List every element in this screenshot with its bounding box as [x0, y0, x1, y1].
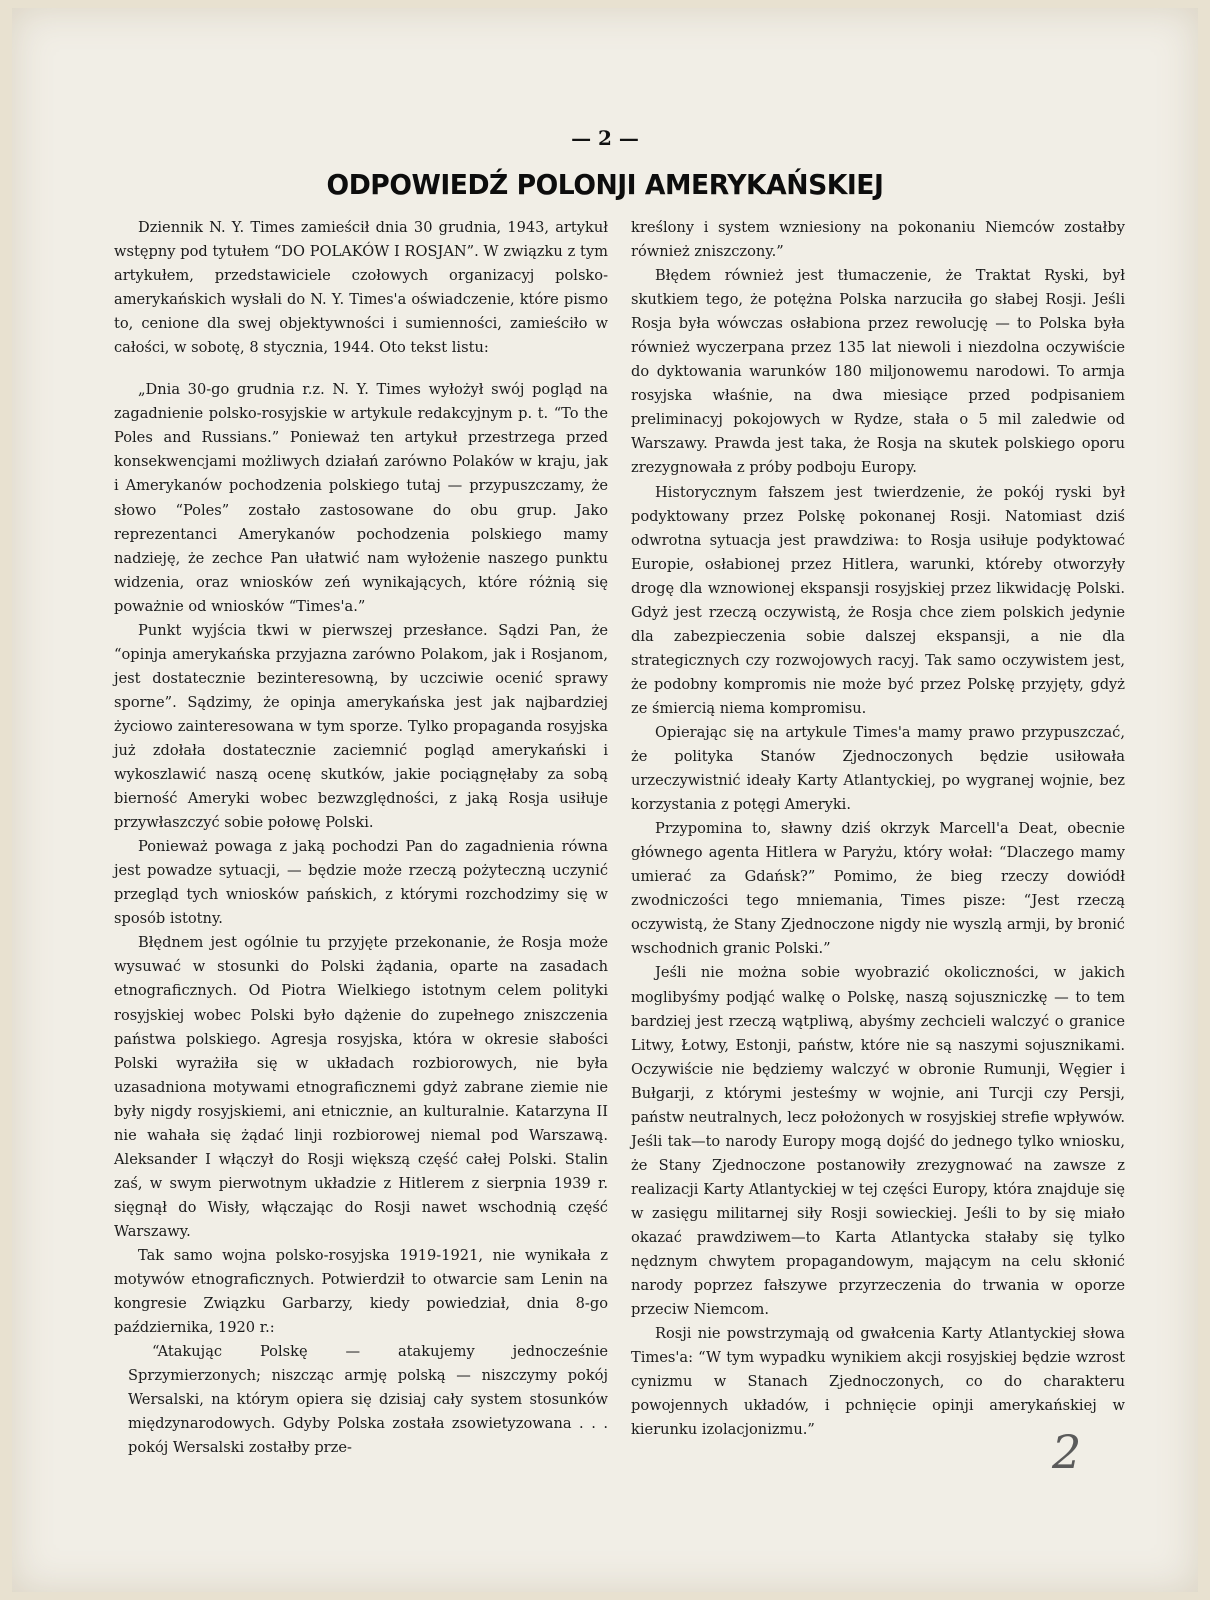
- right-column: [631, 216, 1125, 1442]
- page-number: — 2 —: [571, 126, 639, 150]
- article-title: ODPOWIEDŹ POLONJI AMERYKAŃSKIEJ: [326, 168, 884, 201]
- paragraph: Przypomina to, sławny dziś okrzyk Marcell'a Deat, obecnie głównego agenta Hitlera w Paryżu, który wołał: “Dlaczego mamy umierać za Gdańsk?” Pomimo, że bieg rzeczy dowiódł zwodniczości tego mniemania, Times pisze: “Jest rzeczą oczywistą, że Stany Zjednoczone nigdy nie wyszlą armji, by bronić wschodnich granic Polski.”: [631, 820, 1125, 958]
- paragraph: Dziennik N. Y. Times zamieścił dnia 30 grudnia, 1943, artykuł wstępny pod tytułem “DO POLAKÓW I ROSJAN”. W związku z tym artykułem, przedstawiciele czołowych organizacyj polsko-amerykańskich wysłali do N. Y. Times'a oświadczenie, które pismo to, cenione dla swej objektywności i sumienności, zamieściło w całości, w sobotę, 8 stycznia, 1944. Oto tekst listu:: [114, 219, 608, 357]
- quote-paragraph: “Atakując Polskę — atakujemy jednocześnie Sprzymierzonych; niszcząc armję polską — niszczymy pokój Wersalski, na którym opiera się dzisiaj cały system stosunków międzynarodowych. Gdyby Polska została zsowietyzowana . . . pokój Wersalski zostałby prze-: [128, 1343, 608, 1457]
- paragraph: Błędem również jest tłumaczenie, że Traktat Ryski, był skutkiem tego, że potężna Polska narzuciła go słabej Rosji. Jeśli Rosja była wówczas osłabiona przez rewolucję — to Polska była również wyczerpana przez 135 lat niewoli i niezdolna oczywiście do dyktowania warunków 180 miljonowemu narodowi. To armja rosyjska właśnie, na dwa miesiące przed podpisaniem preliminacyj pokojowych w Rydze, stała o 5 mil zaledwie od Warszawy. Prawda jest taka, że Rosja na skutek polskiego oporu zrezygnowała z próby podboju Europy.: [631, 267, 1125, 477]
- paragraph: Jeśli nie można sobie wyobrazić okoliczności, w jakich moglibyśmy podjąć walkę o Polskę, naszą sojuszniczkę — to tem bardziej jest rzeczą wątpliwą, abyśmy zechcieli walczyć o granice Litwy, Łotwy, Estonji, państw, które nie są naszymi sojusznikami. Oczywiście nie będziemy walczyć w obronie Rumunji, Węgier i Bułgarji, z którymi jesteśmy w wojnie, ani Turcji czy Persji, państw neutralnych, lecz położonych w rosyjskiej strefie wpływów. Jeśli tak—to narody Europy mogą dojść do jednego tylko wniosku, że Stany Zjednoczone postanowiły zrezygnować na zawsze z realizacji Karty Atlantyckiej w tej części Europy, która znajduje się w zasięgu militarnej siły Rosji sowieckiej. Jeśli to by się miało okazać prawdziwem—to Karta Atlantycka stałaby się tylko nędznym chwytem propagandowym, mającym na celu skłonić narody poprzez fałszywe przyrzeczenia do trwania w oporze przeciw Niemcom.: [631, 964, 1125, 1319]
- left-column: [114, 216, 608, 1460]
- paragraph: kreślony i system wzniesiony na pokonaniu Niemców zostałby również zniszczony.”: [631, 219, 1125, 261]
- paragraph: Punkt wyjścia tkwi w pierwszej przesłance. Sądzi Pan, że “opinja amerykańska przyjazna zarówno Polakom, jak i Rosjanom, jest dostatecznie bezinteresowną, by uczciwie ocenić sprawy sporne”. Sądzimy, że opinja amerykańska jest jak najbardziej życiowo zainteresowana w tym sporze. Tylko propaganda rosyjska już zdołała dostatecznie zaciemnić pogląd amerykański i wykoszlawić naszą ocenę skutków, jakie pociągnęłaby za sobą bierność Ameryki wobec bezwzględności, z jaką Rosja usiłuje przywłaszczyć sobie połowę Polski.: [114, 621, 608, 832]
- paragraph: Historycznym fałszem jest twierdzenie, że pokój ryski był podyktowany przez Polskę pokonanej Rosji. Natomiast dziś odwrotna sytuacja jest prawdziwa: to Rosja usiłuje podyktować Europie, osłabionej przez Hitlera, warunki, któreby otworzyły drogę dla wznowionej ekspansji rosyjskiej przez likwidację Polski. Gdyż jest rzeczą oczywistą, że Rosja chce ziem polskich jedynie dla zabezpieczenia sobie dalszej ekspansji, a nie dla strategicznych czy rozwojowych racyj. Tak samo oczywistem jest, że podobny kompromis nie może być przez Polskę przyjęty, gdyż ze śmiercią niema kompromisu.: [631, 483, 1125, 717]
- paragraph: „Dnia 30-go grudnia r.z. N. Y. Times wyłożył swój pogląd na zagadnienie polsko-rosyjskie w artykule redakcyjnym p. t. “To the Poles and Russians.” Ponieważ ten artykuł przestrzega przed konsekwencjami możliwych działań zarówno Polaków w kraju, jak i Amerykanów pochodzenia polskiego tutaj — przypuszczamy, że słowo “Poles” zostało zastosowane do obu grup. Jako reprezentanci Amerykanów pochodzenia polskiego mamy nadzieję, że zechce Pan ułatwić nam wyłożenie naszego punktu widzenia, oraz wniosków zeń wynikających, które różnią się poważnie od wniosków “Times'a.”: [114, 381, 608, 615]
- paragraph: Rosji nie powstrzymają od gwałcenia Karty Atlantyckiej słowa Times'a: “W tym wypadku wynikiem akcji rosyjskiej będzie wzrost cynizmu w Stanach Zjednoczonych, co do charakteru powojennych układów, i pchnięcie opinji amerykańskiej w kierunku izolacjonizmu.”: [631, 1325, 1125, 1439]
- paragraph: Błędnem jest ogólnie tu przyjęte przekonanie, że Rosja może wysuwać w stosunki do Polski żądania, oparte na zasadach etnograficznych. Od Piotra Wielkiego istotnym celem polityki rosyjskiej wobec Polski było dążenie do zupełnego zniszczenia państwa polskiego. Agresja rosyjska, która w okresie słabości Polski wyrażiła się w układach rozbiorowych, nie była uzasadniona motywami etnograficznemi gdyż zabrane ziemie nie były nigdy rosyjskiemi, ani etnicznie, an kulturalnie. Katarzyna II nie wahała się żądać linji rozbiorowej niemal pod Warszawą. Aleksander I włączył do Rosji większą część całej Polski. Stalin zaś, w swym pierwotnym układzie z Hitlerem z sierpnia 1939 r. sięgnął do Wisły, włączając do Rosji nawet wschodnią część Warszawy.: [114, 934, 608, 1240]
- paragraph: Ponieważ powaga z jaką pochodzi Pan do zagadnienia równa jest powadze sytuacji, — będzie może rzeczą pożyteczną uczynić przegląd tych wniosków pańskich, z którymi rozchodzimy się w sposób istotny.: [114, 838, 608, 928]
- paragraph: Tak samo wojna polsko-rosyjska 1919-1921, nie wynikała z motywów etnograficznych. Potwierdził to otwarcie sam Lenin na kongresie Związku Garbarzy, kiedy powiedział, dnia 8-go października, 1920 r.:: [114, 1246, 608, 1337]
- handwritten-page-mark: 2: [1052, 1425, 1082, 1479]
- paragraph: Opierając się na artykule Times'a mamy prawo przypuszczać, że polityka Stanów Zjednoczonych będzie usiłowała urzeczywistnić ideały Karty Atlantyckiej, po wygranej wojnie, bez korzystania z potęgi Ameryki.: [631, 723, 1125, 814]
